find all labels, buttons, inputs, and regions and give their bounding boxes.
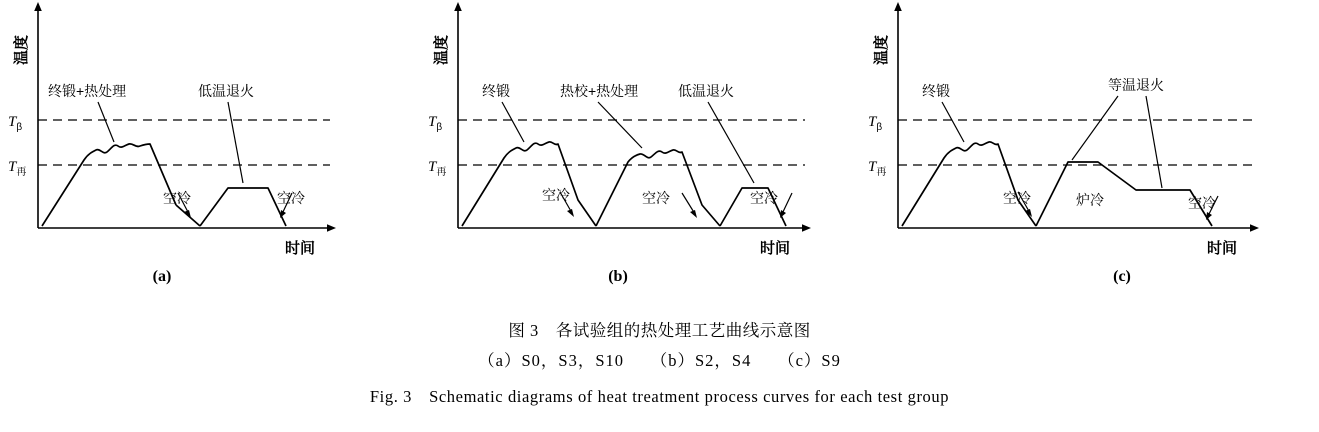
leader-line-forging bbox=[502, 102, 524, 142]
leader-line-forging bbox=[942, 102, 964, 142]
y-axis-title: 温度 bbox=[433, 34, 450, 66]
x-axis-title: 时间 bbox=[284, 240, 316, 257]
curve-forging-stage bbox=[902, 142, 1036, 226]
tick-label-tbeta: $T_\beta$ bbox=[428, 114, 443, 133]
caption-line-en: Fig. 3 Schematic diagrams of heat treatment process curves for each test group bbox=[369, 387, 950, 406]
annotation-air-cooling-2: 空冷 bbox=[642, 190, 670, 206]
arrowhead-aircool-2 bbox=[690, 210, 697, 218]
curve-isothermal-annealing-stage bbox=[1036, 162, 1212, 226]
x-axis-title: 时间 bbox=[1206, 240, 1238, 257]
annotation-final-forging-heat-treatment: 终锻+热处理 bbox=[48, 83, 127, 99]
x-axis-arrow bbox=[802, 224, 811, 232]
caption-line-cn-groups: （a）S0，S3，S10 （b）S2，S4 （c）S9 bbox=[478, 351, 841, 370]
panel-c-chart bbox=[860, 0, 1300, 300]
leader-line-forging bbox=[98, 102, 114, 142]
panel-b-chart bbox=[420, 0, 860, 300]
tick-label-trecry: $T_再$ bbox=[8, 159, 27, 178]
tick-label-trecry: $T_再$ bbox=[428, 159, 447, 178]
annotation-low-temperature-annealing: 低温退火 bbox=[198, 83, 254, 99]
annotation-final-forging: 终锻 bbox=[922, 83, 950, 99]
annotation-isothermal-annealing: 等温退火 bbox=[1108, 77, 1164, 93]
panel-a-label: (a) bbox=[152, 268, 172, 285]
tick-label-tbeta: $T_\beta$ bbox=[8, 114, 23, 133]
leader-line-isothermal-right bbox=[1146, 96, 1162, 188]
y-axis-arrow bbox=[34, 2, 42, 11]
y-axis-title: 温度 bbox=[873, 34, 890, 66]
figure-caption bbox=[0, 316, 1319, 412]
y-axis-title: 温度 bbox=[13, 34, 30, 66]
panel-c bbox=[860, 0, 1300, 300]
annotation-air-cooling-2: 空冷 bbox=[277, 190, 305, 206]
leader-line-hot-sizing bbox=[598, 102, 642, 148]
arrowhead-aircool-1 bbox=[567, 209, 574, 217]
curve-cooldown-a1 bbox=[176, 205, 200, 226]
curve-hot-sizing-stage bbox=[596, 150, 720, 226]
x-axis-arrow bbox=[1250, 224, 1259, 232]
panel-b-label: (b) bbox=[608, 268, 628, 285]
panel-c-label: (c) bbox=[1113, 268, 1131, 285]
leader-line-isothermal-left bbox=[1072, 96, 1118, 160]
curve-forging-stage bbox=[462, 142, 596, 226]
caption-line-cn-title: 图 3 各试验组的热处理工艺曲线示意图 bbox=[508, 321, 811, 340]
y-axis-arrow bbox=[454, 2, 462, 11]
panel-a-chart bbox=[0, 0, 443, 300]
annotation-air-cooling-1: 空冷 bbox=[542, 187, 570, 203]
annotation-furnace-cooling: 炉冷 bbox=[1076, 192, 1104, 208]
x-axis-arrow bbox=[327, 224, 336, 232]
panel-b bbox=[420, 0, 860, 300]
annotation-final-forging: 终锻 bbox=[482, 83, 510, 99]
annotation-low-temperature-annealing: 低温退火 bbox=[678, 83, 734, 99]
y-axis-arrow bbox=[894, 2, 902, 11]
curve-annealing-stage bbox=[200, 188, 286, 226]
curve-forging-stage bbox=[42, 144, 176, 226]
annotation-air-cooling-3: 空冷 bbox=[750, 190, 778, 206]
panel-a bbox=[0, 0, 443, 300]
annotation-hot-sizing-heat-treatment: 热校+热处理 bbox=[560, 83, 639, 99]
annotation-air-cooling-1: 空冷 bbox=[163, 190, 191, 206]
tick-label-trecry: $T_再$ bbox=[868, 159, 887, 178]
leader-line-annealing bbox=[708, 102, 754, 183]
annotation-air-cooling-2: 空冷 bbox=[1188, 195, 1216, 211]
leader-line-aircool-3 bbox=[782, 193, 792, 214]
leader-line-annealing bbox=[228, 102, 243, 183]
annotation-air-cooling-1: 空冷 bbox=[1003, 190, 1031, 206]
x-axis-title: 时间 bbox=[759, 240, 791, 257]
tick-label-tbeta: $T_\beta$ bbox=[868, 114, 883, 133]
